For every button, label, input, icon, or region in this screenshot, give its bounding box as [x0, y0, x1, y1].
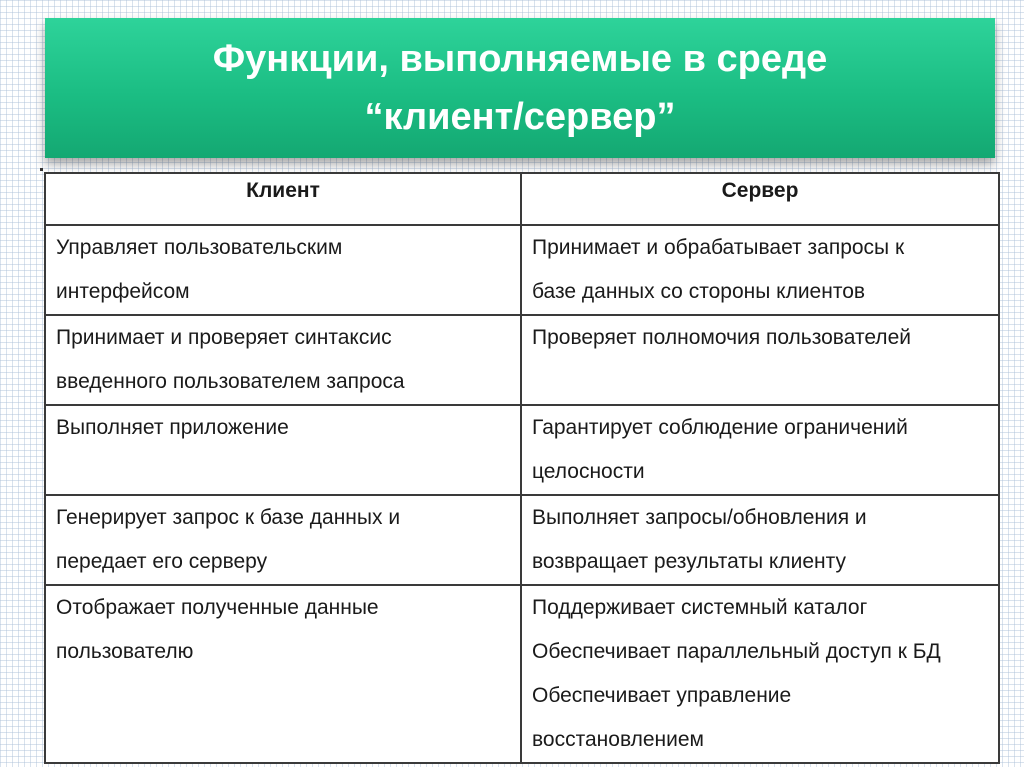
slide-title-line-2: “клиент/сервер”	[364, 96, 676, 138]
client-cell: Генерирует запрос к базе данных и передает его серверу	[45, 495, 521, 585]
slide-marker	[40, 168, 43, 171]
table-row	[45, 495, 999, 585]
table-row	[45, 315, 999, 405]
table-row	[45, 225, 999, 315]
server-cell: Проверяет полномочия пользователей	[521, 315, 999, 405]
server-cell: Принимает и обрабатывает запросы к базе данных со стороны клиентов	[521, 225, 999, 315]
client-cell: Управляет пользовательским интерфейсом	[45, 225, 521, 315]
server-cell: Гарантирует соблюдение ограничений целосности	[521, 405, 999, 495]
client-cell: Выполняет приложение	[45, 405, 521, 495]
slide-title	[213, 30, 828, 146]
functions-table	[44, 172, 1000, 764]
server-cell: Поддерживает системный каталог Обеспечивает параллельный доступ к БД Обеспечивает управление восстановлением	[521, 585, 999, 763]
header-server: Сервер	[521, 173, 999, 225]
slide-title-line-1: Функции, выполняемые в среде	[212, 38, 828, 80]
functions-table-container	[44, 172, 998, 764]
table-header-row	[45, 173, 999, 225]
header-client: Клиент	[45, 173, 521, 225]
table-row	[45, 405, 999, 495]
server-cell: Выполняет запросы/обновления и возвращает результаты клиенту	[521, 495, 999, 585]
table-row	[45, 585, 999, 763]
client-cell: Отображает полученные данные пользователю	[45, 585, 521, 763]
client-cell: Принимает и проверяет синтаксис введенного пользователем запроса	[45, 315, 521, 405]
title-banner	[45, 18, 995, 158]
